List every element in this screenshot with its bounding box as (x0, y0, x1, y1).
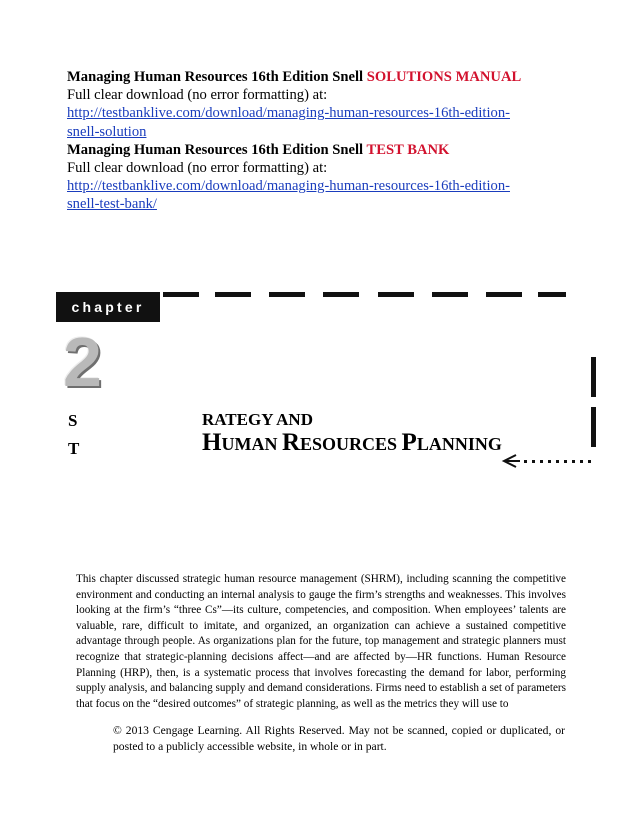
download-note-2: Full clear download (no error formatting) at: (67, 160, 328, 177)
solutions-link-line-2[interactable]: snell-solution (67, 123, 147, 140)
header-rule-dash (215, 292, 251, 297)
header-rule-dash (323, 292, 359, 297)
download-promo-block (67, 68, 567, 214)
vertical-rule-lower (591, 407, 596, 447)
testbank-link-line-2[interactable]: snell-test-bank/ (67, 196, 157, 213)
testbank-link-line-1[interactable]: http://testbanklive.com/download/managing-human-resources-16th-edition- (67, 178, 510, 195)
solutions-book-title: Managing Human Resources 16th Edition Snell (67, 69, 367, 85)
test-bank-tag: TEST BANK (366, 141, 450, 158)
chapter-title-line-2: HUMAN RESOURCES PLANNING (202, 429, 502, 456)
chapter-title-line-1: RATEGY AND (202, 410, 313, 429)
title-drop-letter-s: S (68, 411, 78, 430)
header-rule-dash (378, 292, 414, 297)
chapter-number: 2 (63, 323, 102, 401)
download-note-1: Full clear download (no error formatting) at: (67, 87, 328, 104)
chapter-label-tag: chapter (56, 292, 160, 322)
copyright-notice: © 2013 Cengage Learning. All Rights Reserved. May not be scanned, copied or duplicated, or posted to a publicly accessible website, in whole or in part. (113, 724, 565, 753)
dotted-arrow-icon (500, 451, 600, 471)
chapter-summary-paragraph: This chapter discussed strategic human resource management (SHRM), including scanning the competitive environment and conducting an internal analysis to gauge the firm’s strengths and weaknesses. This involves looking at the firm’s “three Cs”—its culture, competencies, and composition. When employees’ talents are valuable, rare, difficult to imitate, and organized, an organization can achieve a sustained competitive advantage through people. As organizations plan for the future, top management and strategic planners must recognize that strategic-planning decisions affect—and are affected by—HR functions. Human Resource Planning (HRP), then, is a systematic process that involves forecasting the demand for labor, performing supply analysis, and balancing supply and demand considerations. Firms need to establish a set of parameters that focus on the “desired outcomes” of strategic planning, as well as the metrics they will use to (76, 573, 566, 710)
solutions-link-line-1[interactable]: http://testbanklive.com/download/managing-human-resources-16th-edition- (67, 105, 510, 122)
solutions-manual-tag: SOLUTIONS MANUAL (366, 69, 522, 85)
header-rule-dash (486, 292, 522, 297)
header-rule-dash (538, 292, 566, 297)
solutions-manual-line (67, 68, 567, 86)
header-rule-dash (432, 292, 468, 297)
test-bank-line (67, 141, 567, 159)
header-rule-dash (269, 292, 305, 297)
title-drop-letter-t: T (68, 439, 80, 458)
header-rule-dash (163, 292, 199, 297)
testbank-book-title: Managing Human Resources 16th Edition Snell (67, 141, 367, 158)
vertical-rule-upper (591, 357, 596, 397)
